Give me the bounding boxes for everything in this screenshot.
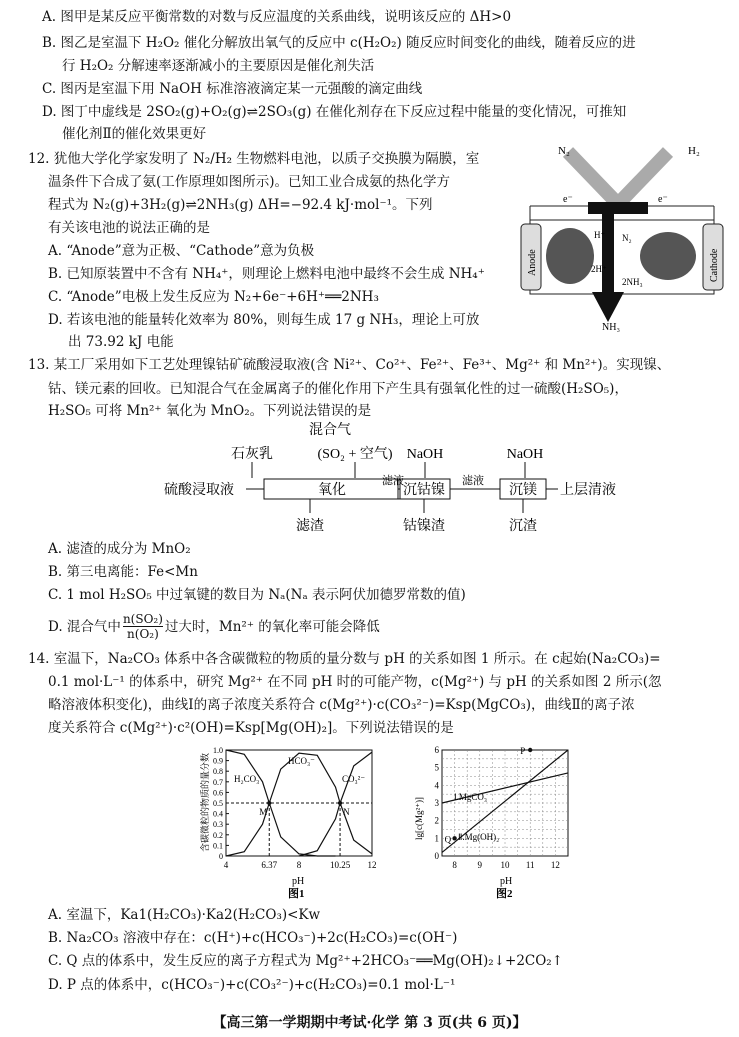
- electron-left-label: e⁻: [563, 194, 573, 205]
- flow-out-1: 滤渣: [296, 519, 324, 534]
- fuel-cell-figure: [518, 142, 726, 332]
- fig2-xtick-label: 8: [452, 860, 457, 870]
- 2h-label: 2H⁺: [591, 264, 607, 274]
- page-footer: 【高三第一学期期中考试·化学 第 3 页(共 6 页)】: [212, 1015, 527, 1031]
- fig2-xticks: [452, 860, 560, 870]
- q13-stem-3: H₂SO₅ 可将 Mn²⁺ 氧化为 MnO₂。下列说法错误的是: [48, 403, 372, 419]
- q12-stem-1: 12. 犹他大学化学家发明了 N₂/H₂ 生物燃料电池，以质子交换膜为隔膜，室: [28, 151, 480, 167]
- q12-stem-3: 程式为 N₂(g)+3H₂(g)⇌2NH₃(g) ΔH=−92.4 kJ·mol⁻¹。下列: [48, 197, 433, 213]
- fig1-ytick-label: 1.0: [213, 746, 223, 755]
- q13-option-b: B. 第三电离能：Fe<Mn: [48, 564, 198, 580]
- fig1-ytick-label: 0.6: [213, 788, 223, 798]
- q13-option-c: C. 1 mol H₂SO₅ 中过氧键的数目为 Nₐ(Nₐ 表示阿伏加德罗常数的值): [48, 587, 466, 603]
- fig1-ylabel: 含碳微粒的物质的量分数: [200, 752, 210, 852]
- fig2-caption: 图2: [496, 888, 513, 900]
- fig2-ytick-label: 2: [434, 815, 439, 826]
- fig1-xtick-label: 10.25: [329, 860, 351, 870]
- n2-label: N₂: [558, 145, 570, 157]
- filtrate-1-label: 滤液: [382, 475, 404, 487]
- fig2-curve-ii-label: Ⅱ.Mg(OH)₂: [458, 832, 500, 842]
- filtrate-2-label: 滤液: [462, 475, 484, 487]
- q12-option-a: A. “Anode”意为正极、“Cathode”意为负极: [48, 243, 315, 259]
- fig2-xtick-label: 10: [500, 860, 510, 870]
- fig1-ytick-label: 0.1: [213, 841, 223, 851]
- q14-option-d: D. P 点的体系中，c(HCO₃⁻)+c(CO₃²⁻)+c(H₂CO₃)=0.1 mol·L⁻¹: [48, 977, 456, 993]
- flow-gas-comp: (SO₂ + 空气): [317, 447, 393, 462]
- q11-option-b: B. 图乙是室温下 H₂O₂ 催化分解放出氧气的反应中 c(H₂O₂) 随反应时间变化的曲线，随着反应的进: [42, 35, 636, 51]
- q11-option-b-cont: 行 H₂O₂ 分解速率逐渐减小的主要原因是催化剂失活: [62, 58, 375, 74]
- q13-option-d-fraction: [123, 612, 163, 641]
- fig2-yticks: [435, 745, 440, 861]
- q12-option-b: B. 已知原装置中不含有 NH₄⁺，则理论上燃料电池中最终不会生成 NH₄⁺: [48, 266, 485, 282]
- q11-option-a: A. 图甲是某反应平衡常数的对数与反应温度的关系曲线，说明该反应的 ΔH>0: [42, 9, 512, 25]
- fig1-point-dot: [267, 801, 271, 805]
- q13-option-d-prefix: D. 混合气中: [48, 618, 121, 635]
- fraction-denominator: n(O₂): [127, 627, 159, 641]
- fig2-ytick-label: 4: [434, 780, 439, 791]
- flow-input: 硫酸浸取液: [164, 483, 234, 498]
- h2-label: H₂: [688, 145, 700, 157]
- fig1-series-line-1: [226, 753, 372, 856]
- q13-option-d: [48, 612, 380, 641]
- flow-naoh-2: NaOH: [506, 447, 544, 462]
- fig2-ytick-label: 6: [434, 745, 439, 755]
- fig1-ytick-label: 0.7: [213, 777, 223, 787]
- flow-naoh-1: NaOH: [406, 447, 444, 462]
- fig2-point-dot: [528, 748, 532, 752]
- q13-option-a: A. 滤渣的成分为 MnO₂: [48, 541, 191, 557]
- fig1-hco3-label: HCO₃⁻: [288, 756, 315, 766]
- fig1-point-n: N: [343, 807, 350, 817]
- fig1-xlabel: pH: [292, 876, 305, 887]
- fig2-point-p: P: [520, 746, 526, 756]
- fig2-chart: [408, 742, 574, 900]
- q14-stem-1: 14. 室温下，Na₂CO₃ 体系中各含碳微粒的物质的量分数与 pH 的关系如图 1 所示。在 c起始(Na₂CO₃)=: [28, 651, 661, 667]
- q14-option-c: C. Q 点的体系中，发生反应的离子方程式为 Mg²⁺+2HCO₃⁻══Mg(OH)₂↓+2CO₂↑: [48, 953, 564, 969]
- q12-option-d-cont: 出 73.92 kJ 电能: [68, 334, 174, 350]
- q12-stem-2: 温条件下合成了氨(工作原理如图所示)。已知工业合成氨的热化学方: [48, 174, 451, 190]
- n2-small-label: N₂: [622, 233, 632, 243]
- fig1-h2co3-label: H₂CO₃: [234, 774, 260, 784]
- q12-option-d: D. 若该电池的能量转化效率为 80%，则每生成 17 g NH₃，理论上可放: [48, 312, 480, 328]
- enzyme-left: [546, 228, 594, 284]
- q14-stem-3: 略溶液体积变化)，曲线Ⅰ的离子浓度关系符合 c(Mg²⁺)·c(CO₃²⁻)=Ksp(MgCO₃)，曲线Ⅱ的离子浓: [48, 697, 635, 713]
- fig1-xticks: [224, 860, 377, 870]
- fig1-ytick-label: 0.9: [213, 756, 223, 766]
- fig2-ytick-label: 3: [434, 798, 439, 808]
- q12-option-c: C. “Anode”电极上发生反应为 N₂+6e⁻+6H⁺══2NH₃: [48, 289, 379, 305]
- q12-stem-4: 有关该电池的说法正确的是: [48, 220, 210, 236]
- fig2-ytick-label: 5: [434, 762, 439, 773]
- membrane-cap: [588, 202, 648, 214]
- fig1-xtick-label: 12: [367, 860, 377, 870]
- electron-right-label: e⁻: [658, 194, 668, 205]
- fig2-point-q: Q: [444, 834, 452, 845]
- fig1-caption: 图1: [288, 888, 305, 900]
- fig1-ytick-label: 0: [219, 852, 223, 861]
- fig1-point-dot: [338, 801, 342, 805]
- fig1-xtick-label: 4: [223, 860, 229, 870]
- q14-option-a: A. 室温下，Ka1(H₂CO₃)·Ka2(H₂CO₃)<Kw: [48, 907, 321, 923]
- flow-output: 上层清液: [560, 483, 616, 498]
- fig2-point-dot: [452, 836, 456, 840]
- q14-stem-2: 0.1 mol·L⁻¹ 的体系中，研究 Mg²⁺ 在不同 pH 时的可能产物，c(Mg²⁺) 与 pH 的关系如图 2 所示(忽: [48, 674, 662, 690]
- q11-option-d: D. 图丁中虚线是 2SO₂(g)+O₂(g)⇌2SO₃(g) 在催化剂存在下反应过程中能量的变化情况，可推知: [42, 104, 627, 120]
- hplus-label: H⁺: [594, 230, 606, 240]
- q13-stem-2: 钴、镁元素的回收。已知混合气在金属离子的催化作用下产生具有强氧化性的过一硫酸(H₂SO₅)，: [48, 381, 628, 397]
- q13-option-d-suffix: 过大时，Mn²⁺ 的氧化率可能会降低: [164, 618, 380, 635]
- anode-label: Anode: [527, 249, 538, 276]
- nh3-small-label: 2NH₃: [622, 277, 643, 287]
- fraction-numerator: n(SO₂): [122, 612, 163, 626]
- nh3-label: NH₃: [602, 322, 620, 333]
- cathode-label: Cathode: [709, 248, 720, 282]
- fig1-point-m: M: [259, 807, 268, 817]
- process-flow-diagram: [160, 418, 616, 536]
- fig1-series-line-2: [299, 752, 372, 856]
- fig1-co3-label: CO₃²⁻: [342, 774, 366, 784]
- fig2-ytick-label: 1: [434, 833, 439, 844]
- q14-stem-4: 度关系符合 c(Mg²⁺)·c²(OH)=Ksp[Mg(OH)₂]。下列说法错误的是: [48, 720, 454, 736]
- fig1-ytick-label: 0.2: [213, 830, 223, 840]
- fig1-ytick-label: 0.8: [213, 767, 223, 777]
- fig1-xtick-label: 8: [296, 860, 302, 870]
- box-mg-label: 沉镁: [509, 483, 537, 498]
- q13-stem-1: 13. 某工厂采用如下工艺处理镍钴矿硫酸浸取液(含 Ni²⁺、Co²⁺、Fe²⁺、Fe³⁺、Mg²⁺ 和 Mn²⁺)。实现镍、: [28, 357, 671, 373]
- q11-option-d-cont: 催化剂Ⅱ的催化效果更好: [62, 126, 207, 142]
- fig2-ytick-label: 0: [434, 851, 439, 861]
- fig1-xtick-label: 6.37: [261, 860, 278, 870]
- fig2-ylabel: lg[c(Mg²⁺)]: [414, 797, 424, 840]
- fig1-chart: [196, 742, 386, 900]
- q14-option-b: B. Na₂CO₃ 溶液中存在：c(H⁺)+c(HCO₃⁻)+2c(H₂CO₃)=c(OH⁻): [48, 930, 458, 946]
- flow-out-3: 沉渣: [509, 519, 537, 534]
- flow-out-2: 钴镍渣: [403, 519, 445, 534]
- fig2-curve-i-label: Ⅰ.MgCO₃: [454, 792, 488, 802]
- fig1-ytick-label: 0.4: [213, 809, 223, 819]
- y-gas-tube: [568, 152, 668, 204]
- enzyme-right: [640, 232, 696, 280]
- fig2-xtick-label: 12: [550, 860, 560, 870]
- flow-mix-gas: 混合气: [309, 423, 351, 438]
- box-oxidation-label: 氧化: [318, 483, 346, 498]
- box-co-ni-label: 沉钴镍: [403, 483, 445, 498]
- fig2-xlabel: pH: [500, 876, 513, 887]
- fig1-ytick-label: 0.5: [213, 799, 223, 808]
- fig2-xtick-label: 9: [477, 860, 483, 870]
- fig1-ytick-label: 0.3: [213, 820, 223, 830]
- flow-lime: 石灰乳: [231, 447, 273, 462]
- q11-option-c: C. 图丙是室温下用 NaOH 标准溶液滴定某一元强酸的滴定曲线: [42, 81, 423, 97]
- fig2-xtick-label: 11: [525, 860, 535, 870]
